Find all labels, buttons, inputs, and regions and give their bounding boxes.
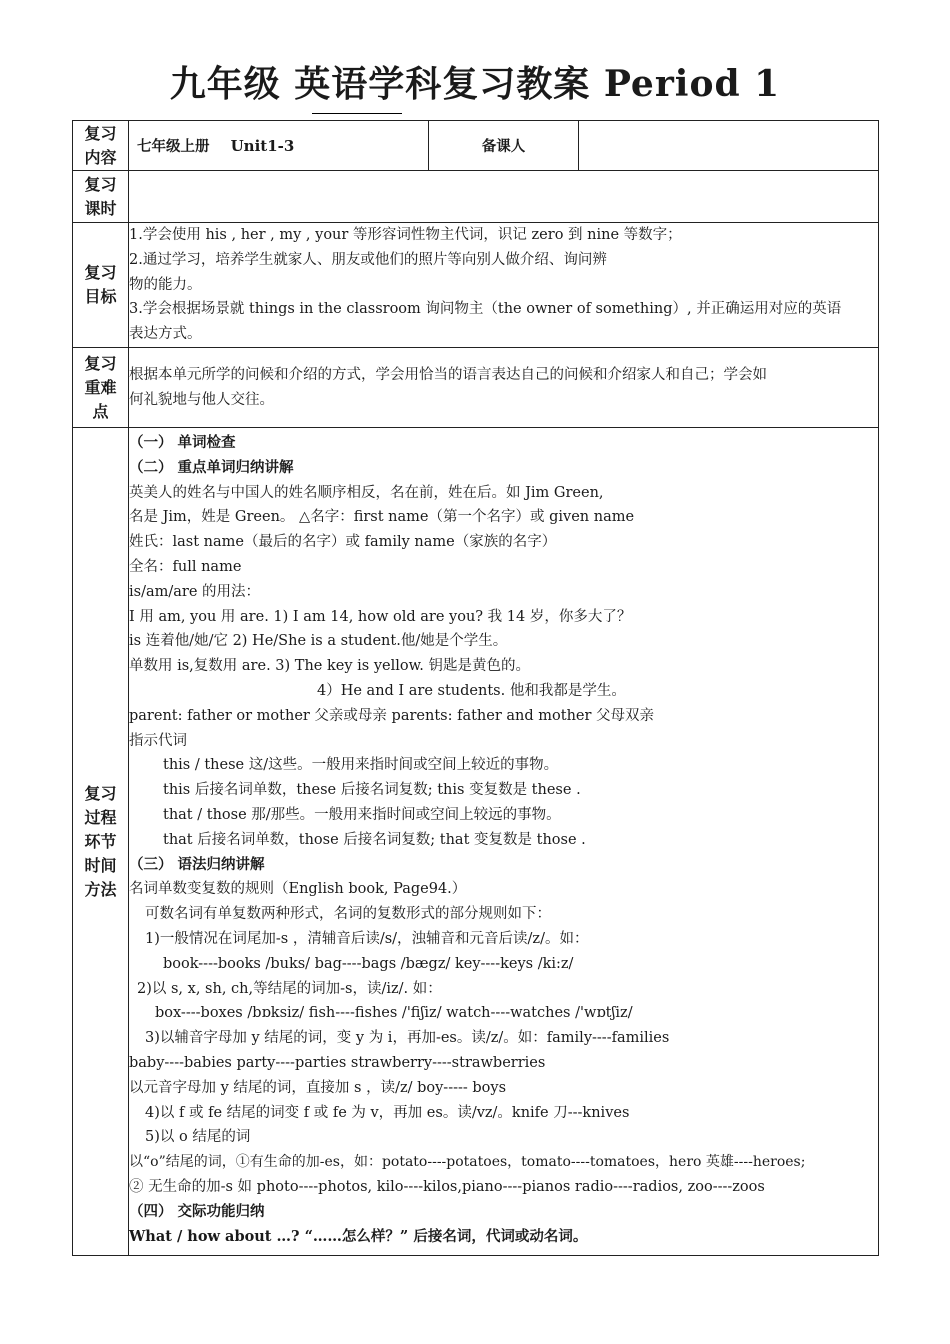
- preparer-label-cell: [429, 121, 579, 171]
- key-point-line: 何礼貌地与他人交往。: [129, 391, 274, 408]
- row-process: [73, 428, 879, 1256]
- page-title: 九年级 英语学科复习教案 Period 1: [169, 63, 781, 105]
- process-line: that 后接名词单数，those 后接名词复数; that 变复数是 those .: [163, 831, 586, 848]
- process-line: this 后接名词单数，these 后接名词复数; this 变复数是 these .: [163, 782, 581, 799]
- row-label-process: [73, 428, 129, 1256]
- label-line: 过程: [84, 807, 117, 827]
- preparer-label: 备课人: [481, 139, 526, 155]
- process-line: 单数用 is,复数用 are. 3) The key is yellow. 钥匙是黄色的。: [129, 658, 531, 675]
- process-line: book----books /buks/ bag----bags /bægz/ key----keys /ki:z/: [163, 955, 574, 972]
- key-point-line: 根据本单元所学的问候和介绍的方式，学会用恰当的语言表达自己的问候和介绍家人和自己；学会如: [129, 366, 767, 383]
- section-heading: （一） 单词检查: [129, 435, 236, 451]
- process-line: 3)以辅音字母加 y 结尾的词，变 y 为 i，再加-es。读/z/。如：family----families: [145, 1030, 670, 1047]
- row-label-hours: [73, 171, 129, 223]
- process-line: ② 无生命的加-s 如 photo----photos, kilo----kilos,piano----pianos radio----radios, zoo----zoos: [129, 1178, 765, 1195]
- process-line: 4)以 f 或 fe 结尾的词变 f 或 fe 为 v，再加 es。读/vz/。knife 刀---knives: [145, 1104, 630, 1121]
- goal-line: 3.学会根据场景就 things in the classroom 询问物主（the owner of something）, 并正确运用对应的英语: [129, 301, 842, 318]
- label-line: 复习: [84, 353, 117, 373]
- label-line: 复习: [84, 263, 117, 282]
- row-label-key-points: [73, 348, 129, 428]
- process-line: 英美人的姓名与中国人的姓名顺序相反，名在前，姓在后。如 Jim Green,: [129, 484, 604, 501]
- process-line: I 用 am, you 用 are. 1) I am 14, how old are you? 我 14 岁，你多大了？: [129, 608, 632, 625]
- label-line: 方法: [84, 879, 117, 899]
- section-heading: （四） 交际功能归纳: [129, 1203, 265, 1220]
- row-goals: [73, 223, 879, 348]
- goal-line: 2.通过学习，培养学生就家人、朋友或他们的照片等向别人做介绍、询问辨: [129, 251, 607, 268]
- process-line: 以元音字母加 y 结尾的词，直接加 s ，读/z/ boy----- boys: [129, 1079, 507, 1096]
- process-line: this / these 这/这些。一般用来指时间或空间上较近的事物。: [163, 757, 559, 774]
- goal-line: 1.学会使用 his , her , my , your 等形容词性物主代词，识记 zero 到 nine 等数字；: [129, 227, 682, 243]
- goal-line: 表达方式。: [129, 326, 202, 343]
- section-heading: （三） 语法归纳讲解: [129, 856, 265, 873]
- goals-text: [129, 223, 879, 348]
- process-line: parent: father or mother 父亲或母亲 parents: father and mother 父母双亲: [129, 707, 655, 724]
- process-line: is/am/are 的用法：: [129, 583, 261, 600]
- process-text: [129, 428, 879, 1256]
- label-line: 复习: [84, 783, 117, 803]
- content-value: 七年级上册: [137, 139, 210, 155]
- row-label-goals: [73, 223, 129, 348]
- row-hours: [73, 171, 879, 223]
- goal-line: 物的能力。: [129, 276, 202, 293]
- process-line: that / those 那/那些。一般用来指时间或空间上较远的事物。: [163, 806, 561, 823]
- process-line: 5)以 o 结尾的词: [145, 1129, 251, 1146]
- key-points-text: [129, 348, 879, 428]
- process-line: 指示代词: [129, 732, 187, 749]
- label-line: 课时: [84, 198, 117, 218]
- row-key-points: [73, 348, 879, 428]
- preparer-value[interactable]: [579, 121, 879, 171]
- label-line: 时间: [84, 855, 117, 875]
- section-heading: （二） 重点单词归纳讲解: [129, 459, 294, 476]
- process-line: 名词单数变复数的规则（English book, Page94.）: [129, 881, 467, 898]
- label-line: 环节: [84, 831, 117, 851]
- process-line: 名是 Jim，姓是 Green。 △名字：first name（第一个名字）或 given name: [129, 509, 635, 526]
- process-line: baby----babies party----parties strawberry----strawberries: [129, 1054, 546, 1071]
- process-line: box----boxes /bɒksiz/ fish----fishes /'fiʃiz/ watch----watches /'wɒtʃiz/: [155, 1005, 633, 1022]
- process-line: What / how about …? “……怎么样？” 后接名词，代词或动名词。: [129, 1227, 588, 1245]
- label-line: 复习: [84, 123, 117, 143]
- label-line: 内容: [84, 147, 117, 167]
- row-content: [73, 121, 879, 171]
- row-label-content: [73, 121, 129, 171]
- process-line: is 连着他/她/它 2) He/She is a student.他/她是个学生。: [129, 633, 508, 650]
- lesson-plan-table: [72, 120, 879, 1256]
- process-line: 姓氏：last name（最后的名字）或 family name（家族的名字）: [129, 534, 557, 551]
- content-unit: Unit1-3: [230, 137, 295, 155]
- label-line: 复习: [84, 174, 117, 194]
- hours-value[interactable]: [129, 171, 879, 223]
- label-line: 重难: [84, 377, 117, 397]
- content-value-cell: [129, 121, 429, 171]
- process-line: 4）He and I are students. 他和我都是学生。: [317, 682, 626, 699]
- process-line: 以“o”结尾的词，①有生命的加-es，如：potato----potatoes，tomato----tomatoes，hero 英雄----heroes;: [129, 1154, 806, 1171]
- process-line: 1)一般情况在词尾加-s ，清辅音后读/s/，浊辅音和元音后读/z/。如：: [145, 930, 589, 947]
- process-line: 全名：full name: [129, 558, 242, 575]
- title-underline: [312, 113, 402, 114]
- label-line: 点: [92, 401, 109, 421]
- process-line: 2)以 s, x, sh, ch,等结尾的词加-s，读/iz/. 如：: [137, 980, 442, 997]
- label-line: 目标: [84, 287, 117, 306]
- process-line: 可数名词有单复数两种形式，名词的复数形式的部分规则如下：: [145, 906, 551, 923]
